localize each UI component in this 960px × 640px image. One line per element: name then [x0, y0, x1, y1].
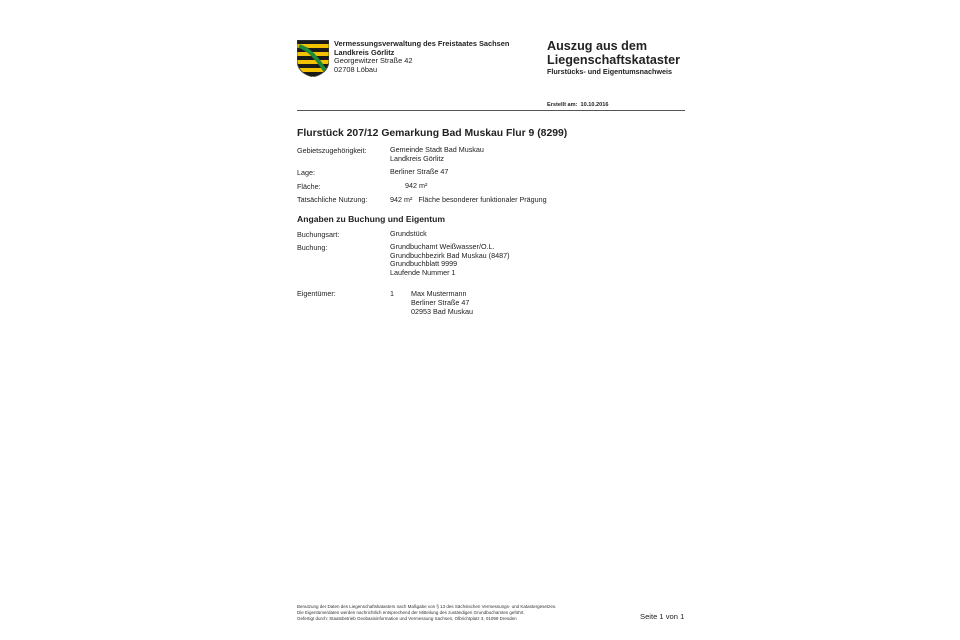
- booking-type-value: Grundstück: [390, 229, 427, 238]
- running-number: Laufende Nummer 1: [390, 267, 456, 277]
- usage-area: 942 m²: [390, 195, 413, 204]
- owner-address: [411, 289, 473, 317]
- area-label: Fläche:: [297, 182, 321, 191]
- land-registry-sheet: Grundbuchblatt 9999: [390, 259, 458, 269]
- region-label: Gebietszugehörigkeit:: [297, 146, 367, 155]
- footer-note-line-3: Gefertigt durch: Staatsbetrieb Geobasisinformation und Vermessung Sachsen, Olbrichtplatz 3, 01099 Dresden: [297, 615, 517, 621]
- footer-note-line-1: Benutzung der Daten des Liegenschaftskatasters nach Maßgabe von § 13 des Sächsischen Vermessungs- und Katastergesetzes.: [297, 604, 557, 609]
- authority-city: 02708 Löbau: [334, 64, 378, 74]
- owner-number: 1: [390, 289, 394, 298]
- owner-city: 02953 Bad Muskau: [411, 307, 473, 317]
- document-title: [547, 39, 707, 76]
- authority-district: Landkreis Görlitz: [334, 47, 395, 57]
- area-value: 942 m²: [405, 181, 428, 190]
- footer-legal-note: [297, 604, 556, 621]
- location-value: Berliner Straße 47: [390, 167, 449, 176]
- page-number: Seite 1 von 1: [640, 612, 685, 621]
- owner-street: Berliner Straße 47: [411, 298, 470, 308]
- created-value: 10.10.2016: [580, 102, 609, 108]
- usage-value: [390, 195, 547, 204]
- document-subtitle: Flurstücks- und Eigentumsnachweis: [547, 67, 673, 76]
- parcel-heading: Flurstück 207/12 Gemarkung Bad Muskau Flur 9 (8299): [297, 128, 568, 139]
- authority-address: [334, 40, 509, 74]
- title-line-1: Auszug aus dem: [547, 39, 648, 53]
- owner-label: Eigentümer:: [297, 289, 336, 298]
- region-district: Landkreis Görlitz: [390, 153, 444, 163]
- creation-date: [547, 102, 608, 108]
- ownership-heading: Angaben zu Buchung und Eigentum: [297, 214, 445, 224]
- usage-label: Tatsächliche Nutzung:: [297, 195, 368, 204]
- booking-value: [390, 243, 509, 277]
- region-municipality: Gemeinde Stadt Bad Muskau: [390, 145, 484, 154]
- booking-label: Buchung:: [297, 243, 328, 252]
- title-line-2: Liegenschaftskataster: [547, 53, 680, 67]
- saxony-coat-of-arms-icon: [297, 40, 329, 77]
- header-divider: [297, 110, 685, 111]
- footer-note-line-2: Die Eigentümerdaten werden nachrichtlich entsprechend der Mitteilung des zuständigen Grundbuchamtes geführt.: [297, 609, 525, 615]
- usage-description: Fläche besonderer funktionaler Prägung: [418, 195, 547, 204]
- location-label: Lage:: [297, 168, 315, 177]
- owner-name: Max Mustermann: [411, 289, 467, 298]
- booking-type-label: Buchungsart:: [297, 230, 340, 239]
- created-label: Erstellt am:: [547, 102, 578, 108]
- land-registry-office: Grundbuchamt Weißwasser/O.L.: [390, 242, 495, 251]
- authority-street: Georgewitzer Straße 42: [334, 56, 413, 66]
- land-registry-district: Grundbuchbezirk Bad Muskau (8487): [390, 250, 510, 260]
- authority-name: Vermessungsverwaltung des Freistaates Sachsen: [334, 39, 510, 48]
- region-value: [390, 146, 484, 163]
